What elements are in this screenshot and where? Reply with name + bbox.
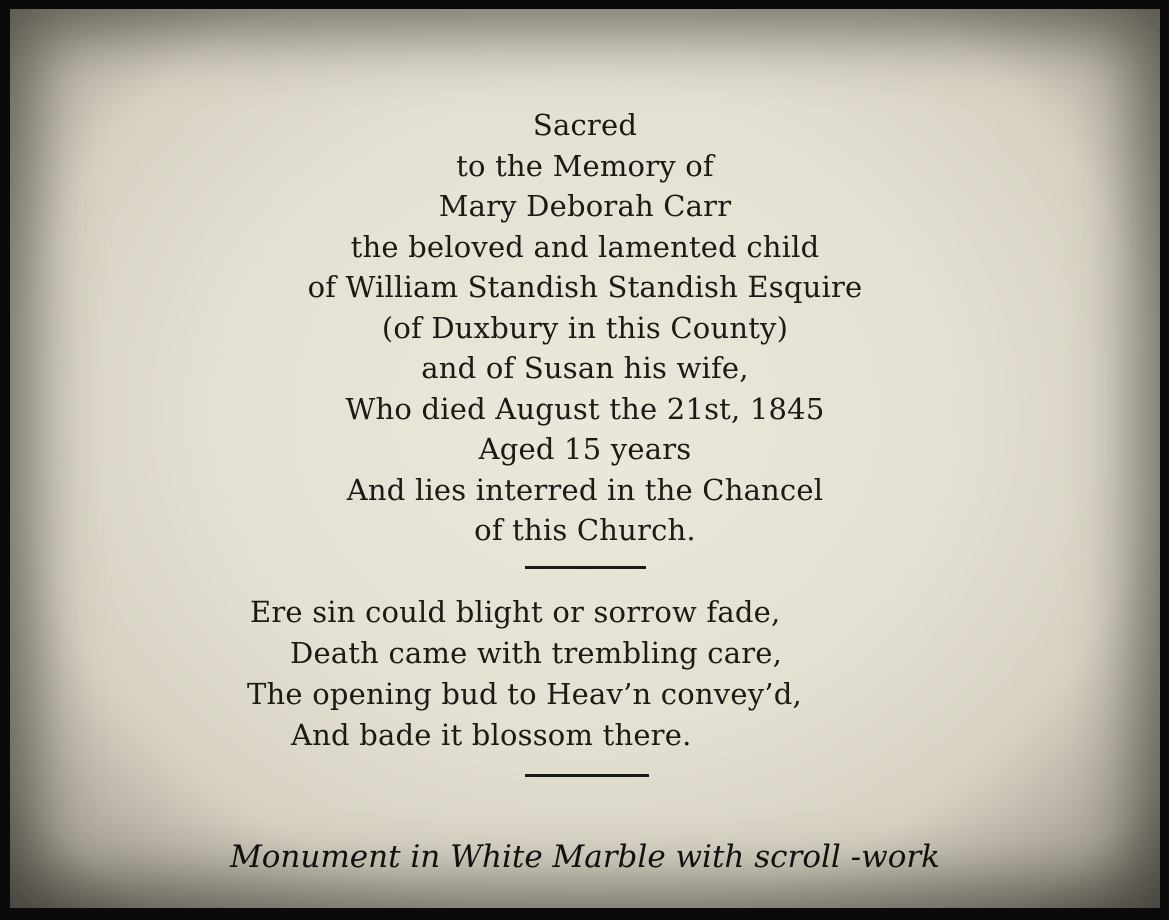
divider-rule — [525, 566, 646, 569]
inscription-line: and of Susan his wife, — [421, 351, 749, 385]
inscription-line: Mary Deborah Carr — [438, 189, 732, 223]
inscription-line: to the Memory of — [456, 148, 714, 183]
inscription-line: (of Duxbury in this County) — [381, 310, 789, 345]
divider-rule — [525, 774, 649, 777]
inscription-line: And lies interred in the Chancel — [346, 472, 824, 507]
verse-line: Death came with trembling care, — [290, 636, 783, 670]
inscription-line: Who died August the 21st, 1845 — [345, 391, 825, 426]
verse-line: Ere sin could blight or sorrow fade, — [250, 595, 781, 629]
memorial-tablet — [10, 9, 1160, 908]
inscription-line: of this Church. — [474, 513, 696, 547]
verse-line: The opening bud to Heav’n convey’d, — [247, 677, 802, 711]
caption: Monument in White Marble with scroll -work — [230, 839, 940, 875]
inscription-line: Sacred — [532, 108, 638, 142]
inscription-line: of William Standish Standish Esquire — [307, 270, 863, 304]
inscription-line: the beloved and lamented child — [350, 229, 820, 264]
verse-line: And bade it blossom there. — [291, 718, 692, 752]
inscription-line: Aged 15 years — [478, 432, 692, 466]
inscription — [10, 105, 1160, 551]
